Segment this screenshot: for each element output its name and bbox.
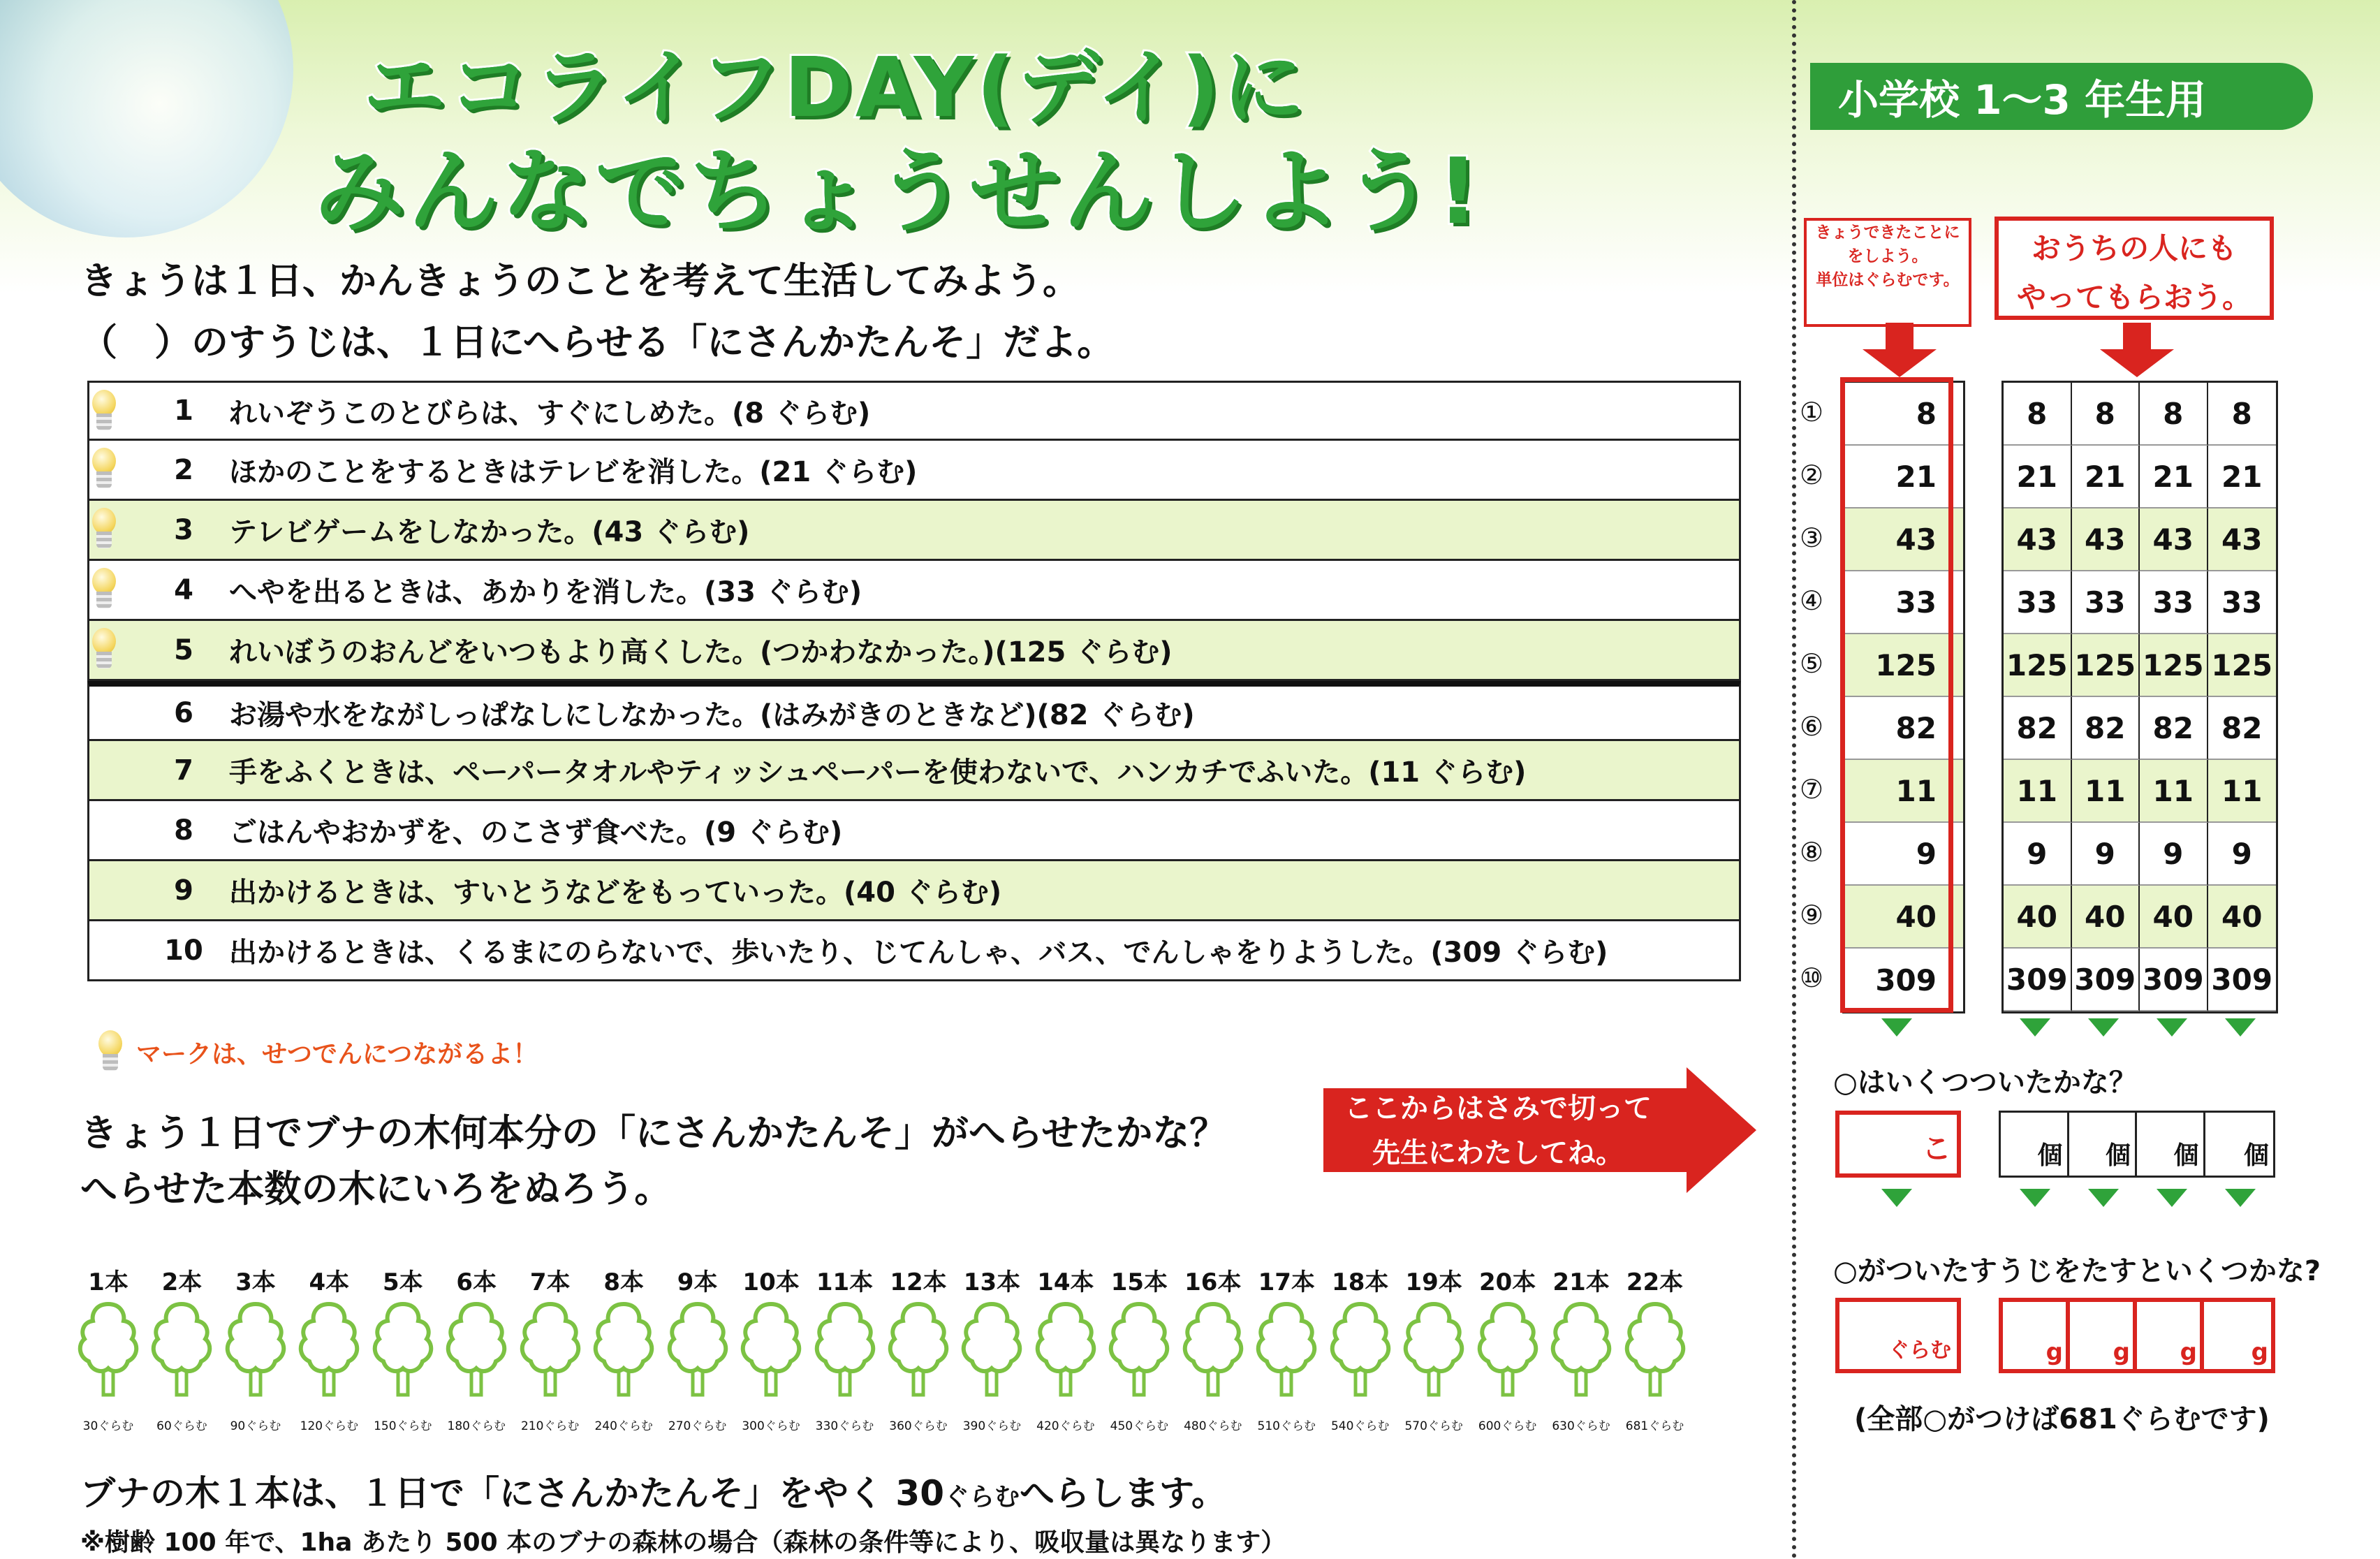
tree-count-label: 1本 — [88, 1268, 128, 1296]
hint-line: 単位はぐらむです。 — [1816, 271, 1960, 289]
own-value-cell[interactable]: 8 — [1844, 383, 1963, 446]
tree-count-label: 6本 — [456, 1268, 497, 1296]
family-value-cell[interactable]: 82 — [2072, 697, 2140, 760]
own-value-cell[interactable]: 11 — [1844, 760, 1963, 823]
family-value-cell[interactable]: 8 — [2004, 383, 2072, 446]
tree-gram-label: 180ぐらむ — [447, 1419, 506, 1433]
bottom-note-main: ブナの木１本は、１日で「にさんかたんそ」をやく 30 — [80, 1473, 944, 1514]
tree-question-line-2: へらせた本数の木にいろをぬろう。 — [80, 1168, 672, 1210]
item-number: 10 — [164, 934, 203, 967]
family-value-cell[interactable]: 43 — [2072, 508, 2140, 571]
tree-outline-icon — [1253, 1300, 1320, 1398]
down-arrow-icon — [1861, 323, 1938, 379]
beech-tree[interactable] — [1104, 1263, 1174, 1433]
unit-label: 個 — [2173, 1141, 2199, 1170]
unit-label: g — [2113, 1338, 2130, 1366]
triangle-marker-icon — [2020, 1189, 2050, 1207]
item-text: 出かけるときは、くるまにのらないで、歩いたり、じてんしゃ、バス、でんしゃをりようした。(309 ぐらむ) — [229, 937, 1608, 969]
triangle-marker-icon — [2088, 1018, 2119, 1037]
tree-outline-icon — [295, 1300, 362, 1398]
family-value-cell[interactable]: 11 — [2140, 760, 2208, 823]
triangle-marker-icon — [2088, 1189, 2119, 1207]
checklist-row — [87, 921, 1741, 981]
item-number: 6 — [174, 696, 193, 729]
unit-label: g — [2251, 1338, 2268, 1366]
page-title-line-1: エコライフDAY(デイ)に — [363, 39, 1307, 136]
tree-outline-icon — [517, 1300, 584, 1398]
tree-gram-label: 570ぐらむ — [1404, 1419, 1463, 1433]
intro-line-1-text: きょうは１日、かんきょうのことを考えて生活してみよう。 — [80, 260, 1080, 302]
scissor-note-line-2: 先生にわたしてね。 — [1372, 1137, 1624, 1169]
triangle-marker-icon — [2225, 1018, 2256, 1037]
family-value-cell[interactable]: 43 — [2208, 508, 2277, 571]
beech-tree[interactable] — [1251, 1263, 1321, 1433]
unit-label: ぐらむ — [1888, 1338, 1951, 1363]
beech-tree[interactable] — [368, 1263, 438, 1433]
item-text: れいぼうのおんどをいつもより高くした。(つかわなかった。)(125 ぐらむ) — [229, 636, 1173, 668]
tree-outline-icon — [369, 1300, 436, 1398]
tree-outline-icon — [1105, 1300, 1173, 1398]
family-circle-count-fields — [1999, 1111, 2275, 1178]
family-value-cell[interactable]: 11 — [2072, 760, 2140, 823]
tree-gram-label: 150ぐらむ — [374, 1419, 432, 1433]
tree-gram-label: 210ぐらむ — [520, 1419, 580, 1433]
own-value-cell[interactable]: 9 — [1844, 823, 1963, 886]
beech-tree[interactable] — [810, 1263, 880, 1433]
hint-line: きょうできたことに — [1815, 224, 1960, 242]
scissor-note-line-1: ここからはさみで切って — [1344, 1092, 1652, 1125]
family-value-cell[interactable]: 82 — [2140, 697, 2208, 760]
family-value-cell[interactable]: 9 — [2140, 823, 2208, 886]
family-sum-field[interactable] — [2137, 1302, 2204, 1369]
checklist-row — [87, 801, 1741, 861]
family-value-cell[interactable]: 21 — [2004, 446, 2072, 508]
led-bulb-icon — [94, 1030, 126, 1074]
beech-tree[interactable] — [589, 1263, 659, 1433]
triangle-marker-icon — [2157, 1018, 2187, 1037]
item-text: お湯や水をながしっぱなしにしなかった。(はみがきのときなど)(82 ぐらむ) — [229, 699, 1195, 731]
own-value-cell[interactable]: 33 — [1844, 571, 1963, 634]
checklist-row — [87, 861, 1741, 921]
family-value-cell[interactable]: 43 — [2140, 508, 2208, 571]
tree-count-label: 2本 — [161, 1268, 203, 1296]
tree-gram-label: 240ぐらむ — [594, 1419, 653, 1433]
family-value-cell[interactable]: 125 — [2208, 634, 2277, 697]
tree-outline-icon — [958, 1300, 1025, 1398]
tree-gram-label: 360ぐらむ — [889, 1419, 948, 1433]
family-value-cell[interactable]: 40 — [2004, 886, 2072, 949]
tree-gram-label: 681ぐらむ — [1625, 1419, 1684, 1433]
item-text: テレビゲームをしなかった。(43 ぐらむ) — [229, 516, 750, 548]
family-value-cell[interactable]: 21 — [2208, 446, 2277, 508]
sum-question: ○がついたすうじをたすといくつかな? — [1833, 1255, 2321, 1287]
beech-tree[interactable] — [736, 1263, 806, 1433]
family-value-cell[interactable]: 33 — [2140, 571, 2208, 634]
tree-outline-icon — [1400, 1300, 1467, 1398]
family-box — [1995, 217, 2274, 320]
own-sum-field[interactable] — [1835, 1298, 1961, 1373]
item-text: 手をふくときは、ペーパータオルやティッシュペーパーを使わないで、ハンカチでふいた。(11 ぐらむ) — [229, 756, 1527, 789]
tree-gram-label: 600ぐらむ — [1478, 1419, 1537, 1433]
family-line: やってもらおう。 — [2016, 280, 2252, 314]
bottom-note-end: へらします。 — [1020, 1473, 1227, 1514]
unit-label: 個 — [2037, 1141, 2063, 1170]
intro-line-2 — [80, 313, 1114, 366]
tree-outline-icon — [148, 1300, 215, 1398]
triangle-marker-icon — [2020, 1018, 2050, 1037]
unit-label: g — [2180, 1338, 2197, 1366]
checklist-row — [87, 501, 1741, 561]
triangle-marker-icon — [1881, 1189, 1912, 1207]
circled-number: ④ — [1799, 585, 1824, 616]
own-value-cell[interactable]: 40 — [1844, 886, 1963, 949]
bulb-note — [94, 1030, 538, 1074]
family-value-cell[interactable]: 11 — [2004, 760, 2072, 823]
beech-tree[interactable] — [73, 1263, 143, 1433]
beech-tree[interactable] — [147, 1263, 216, 1433]
tree-count-label: 4本 — [309, 1268, 350, 1296]
tree-outline-icon — [590, 1300, 657, 1398]
item-number: 9 — [174, 874, 193, 907]
tree-gram-label: 630ぐらむ — [1552, 1419, 1610, 1433]
item-text: れいぞうこのとびらは、すぐにしめた。(8 ぐらむ) — [229, 397, 871, 430]
tree-outline-icon — [222, 1300, 289, 1398]
circled-number: ⑧ — [1799, 837, 1824, 868]
family-line: おうちの人にも — [2031, 231, 2237, 265]
family-value-cell[interactable]: 11 — [2208, 760, 2277, 823]
tree-gram-label: 30ぐらむ — [82, 1419, 134, 1433]
circled-number: ⑥ — [1799, 711, 1824, 742]
tree-outline-icon — [737, 1300, 805, 1398]
family-value-cell[interactable]: 9 — [2004, 823, 2072, 886]
beech-tree[interactable] — [294, 1263, 364, 1433]
circled-number: ⑨ — [1799, 900, 1824, 930]
family-value-cell[interactable]: 40 — [2140, 886, 2208, 949]
family-value-cell[interactable]: 309 — [2004, 949, 2072, 1011]
beech-tree[interactable] — [441, 1263, 511, 1433]
tree-count-label: 21本 — [1552, 1268, 1610, 1296]
family-value-cell[interactable]: 8 — [2140, 383, 2208, 446]
item-number: 7 — [174, 754, 193, 786]
checklist-row — [87, 741, 1741, 801]
family-value-cell[interactable]: 40 — [2072, 886, 2140, 949]
family-value-cell[interactable]: 33 — [2072, 571, 2140, 634]
beech-tree[interactable] — [221, 1263, 291, 1433]
beech-tree[interactable] — [1031, 1263, 1101, 1433]
own-value-cell[interactable]: 21 — [1844, 446, 1963, 508]
own-value-cell[interactable]: 309 — [1875, 963, 1937, 997]
tree-count-label: 12本 — [890, 1268, 947, 1296]
family-value-cell[interactable]: 21 — [2140, 446, 2208, 508]
family-value-cell[interactable]: 309 — [2208, 949, 2277, 1011]
tree-count-label: 10本 — [742, 1268, 800, 1296]
own-value-cell[interactable]: 125 — [1844, 634, 1963, 697]
family-value-cell[interactable]: 9 — [2208, 823, 2277, 886]
tree-question-line-1: きょう１日でブナの木何本分の「にさんかたんそ」がへらせたかな？ — [80, 1112, 1227, 1155]
tree-gram-label: 420ぐらむ — [1036, 1419, 1095, 1433]
tree-gram-label: 270ぐらむ — [668, 1419, 727, 1433]
beech-tree[interactable] — [1546, 1263, 1616, 1433]
tree-outline-icon — [1622, 1300, 1689, 1398]
circled-number: ③ — [1799, 522, 1824, 553]
triangle-marker-icon — [1881, 1018, 1912, 1037]
tree-count-label: 9本 — [677, 1268, 718, 1296]
tree-count-label: 22本 — [1626, 1268, 1684, 1296]
beech-tree[interactable] — [515, 1263, 585, 1433]
led-bulb-icon — [88, 508, 120, 551]
tree-gram-label: 390ぐらむ — [962, 1419, 1022, 1433]
led-bulb-icon — [88, 568, 120, 611]
item-number: 1 — [174, 395, 193, 427]
family-circle-count-field[interactable] — [2205, 1113, 2274, 1176]
family-value-cell[interactable]: 21 — [2072, 446, 2140, 508]
family-sum-field[interactable] — [2204, 1302, 2271, 1369]
family-value-cell[interactable]: 309 — [2140, 949, 2208, 1011]
tree-count-label: 17本 — [1258, 1268, 1315, 1296]
tree-outline-icon — [1474, 1300, 1541, 1398]
item-text: へやを出るときは、あかりを消した。(33 ぐらむ) — [229, 576, 862, 608]
tree-count-label: 15本 — [1110, 1268, 1168, 1296]
family-sum-field[interactable] — [2070, 1302, 2137, 1369]
bottom-note-line-2: ※樹齢 100 年で、1ha あたり 500 本のブナの森林の場合（森林の条件等により、吸収量は異なります） — [80, 1528, 1286, 1557]
circle-count-question: ○はいくつついたかな？ — [1833, 1067, 2137, 1099]
bottom-note-unit: ぐらむ — [944, 1483, 1020, 1512]
tree-count-label: 8本 — [603, 1268, 644, 1296]
tree-gram-label: 480ぐらむ — [1184, 1419, 1242, 1433]
tree-count-label: 13本 — [963, 1268, 1021, 1296]
own-value-cell[interactable]: 43 — [1844, 508, 1963, 571]
checklist-row — [87, 681, 1741, 741]
family-circle-count-field[interactable] — [2001, 1113, 2069, 1176]
intro-line-2-text: （ ）のすうじは、１日にへらせる「にさんかたんそ」だよ。 — [80, 321, 1115, 364]
family-value-cell[interactable]: 43 — [2004, 508, 2072, 571]
tree-outline-icon — [75, 1300, 142, 1398]
bottom-note-line-1 — [80, 1465, 1226, 1516]
tree-outline-icon — [811, 1300, 879, 1398]
total-note: (全部○がつけば681ぐらむです) — [1854, 1403, 2270, 1435]
grade-badge: 小学校 1〜3 年生用 — [1810, 63, 2313, 130]
tree-count-label: 5本 — [382, 1268, 423, 1296]
item-number: 8 — [174, 814, 193, 847]
beech-tree[interactable] — [1473, 1263, 1543, 1433]
triangle-marker-icon — [2225, 1189, 2256, 1207]
item-text: ごはんやおかずを、のこさず食べた。(9 ぐらむ) — [229, 817, 843, 849]
family-circle-count-field[interactable] — [2069, 1113, 2138, 1176]
unit-label: g — [2045, 1338, 2063, 1366]
tree-outline-icon — [1327, 1300, 1394, 1398]
triangle-marker-icon — [2157, 1189, 2187, 1207]
led-bulb-icon — [88, 628, 120, 671]
circled-number: ② — [1799, 460, 1824, 490]
tree-count-label: 3本 — [235, 1268, 276, 1296]
circled-number-column — [1795, 381, 1828, 1009]
circled-number: ⑩ — [1799, 963, 1824, 993]
family-value-cell[interactable]: 40 — [2208, 886, 2277, 949]
tree-outline-icon — [1548, 1300, 1615, 1398]
family-value-grid — [2001, 381, 2278, 1013]
led-bulb-icon — [88, 448, 120, 491]
intro-line-1 — [80, 251, 1080, 305]
item-text: ほかのことをするときはテレビを消した。(21 ぐらむ) — [229, 456, 918, 488]
tree-count-label: 16本 — [1184, 1268, 1242, 1296]
family-value-cell[interactable]: 125 — [2072, 634, 2140, 697]
beech-tree[interactable] — [1399, 1263, 1469, 1433]
item-number: 4 — [174, 573, 193, 606]
checklist-row — [87, 561, 1741, 621]
family-value-cell[interactable]: 8 — [2072, 383, 2140, 446]
beech-tree[interactable] — [1325, 1263, 1395, 1433]
own-value-cell[interactable]: 82 — [1844, 697, 1963, 760]
own-circle-count-field[interactable] — [1835, 1111, 1961, 1178]
circled-number: ⑦ — [1799, 774, 1824, 805]
family-value-cell[interactable]: 82 — [2208, 697, 2277, 760]
beech-tree[interactable] — [883, 1263, 953, 1433]
beech-tree[interactable] — [1178, 1263, 1248, 1433]
circled-number: ⑤ — [1799, 648, 1824, 679]
beech-tree[interactable] — [663, 1263, 733, 1433]
beech-tree[interactable] — [957, 1263, 1027, 1433]
hint-line: をしよう。 — [1847, 247, 1928, 265]
led-bulb-icon — [88, 390, 120, 433]
tree-gram-label: 120ぐらむ — [300, 1419, 359, 1433]
bulb-note-text: マークは、せつでんにつながるよ！ — [136, 1039, 538, 1069]
family-value-cell[interactable]: 33 — [2004, 571, 2072, 634]
own-value-column — [1842, 381, 1965, 1013]
tree-count-label: 18本 — [1332, 1268, 1389, 1296]
tree-gram-label: 540ぐらむ — [1330, 1419, 1390, 1433]
family-value-cell[interactable]: 125 — [2004, 634, 2072, 697]
family-value-cell[interactable]: 33 — [2208, 571, 2277, 634]
family-value-cell[interactable]: 309 — [2072, 949, 2140, 1011]
tree-count-label: 20本 — [1478, 1268, 1536, 1296]
hint-box — [1804, 218, 1971, 327]
tree-gram-label: 300ぐらむ — [742, 1419, 800, 1433]
unit-label: 個 — [2105, 1141, 2131, 1170]
item-text: 出かけるときは、すいとうなどをもっていった。(40 ぐらむ) — [229, 877, 1002, 909]
tree-outline-icon — [1032, 1300, 1099, 1398]
tree-outline-icon — [1180, 1300, 1247, 1398]
family-sum-field[interactable] — [2003, 1302, 2070, 1369]
unit-label: 個 — [2243, 1141, 2269, 1170]
family-value-cell[interactable]: 82 — [2004, 697, 2072, 760]
item-number: 5 — [174, 634, 193, 666]
tree-count-label: 19本 — [1405, 1268, 1462, 1296]
checklist-row — [87, 381, 1741, 441]
checklist-row — [87, 621, 1741, 681]
page-title-line-2: みんなでちょうせんしよう! — [314, 138, 1482, 244]
tree-outline-icon — [443, 1300, 510, 1398]
down-arrow-icon — [2099, 323, 2175, 379]
tree-gram-label: 90ぐらむ — [230, 1419, 281, 1433]
circled-number: ① — [1799, 397, 1824, 427]
unit-label: こ — [1921, 1132, 1951, 1166]
scissor-note — [1330, 1086, 1666, 1176]
tree-outline-icon — [885, 1300, 952, 1398]
item-number: 3 — [174, 513, 193, 546]
tree-gram-label: 330ぐらむ — [815, 1419, 874, 1433]
beech-tree[interactable] — [1620, 1263, 1690, 1433]
family-value-cell[interactable]: 125 — [2140, 634, 2208, 697]
tree-gram-label: 60ぐらむ — [156, 1419, 207, 1433]
item-number: 2 — [174, 453, 193, 486]
tree-outline-icon — [664, 1300, 731, 1398]
checklist-row — [87, 441, 1741, 501]
family-sum-fields — [1999, 1298, 2275, 1373]
eco-checklist — [87, 381, 1741, 981]
tree-count-label: 7本 — [529, 1268, 571, 1296]
tree-gram-label: 450ぐらむ — [1110, 1419, 1169, 1433]
family-value-cell[interactable]: 8 — [2208, 383, 2277, 446]
tree-count-label: 14本 — [1037, 1268, 1094, 1296]
tree-gram-label: 510ぐらむ — [1257, 1419, 1316, 1433]
family-value-cell[interactable]: 9 — [2072, 823, 2140, 886]
tree-count-label: 11本 — [816, 1268, 874, 1296]
family-circle-count-field[interactable] — [2137, 1113, 2205, 1176]
